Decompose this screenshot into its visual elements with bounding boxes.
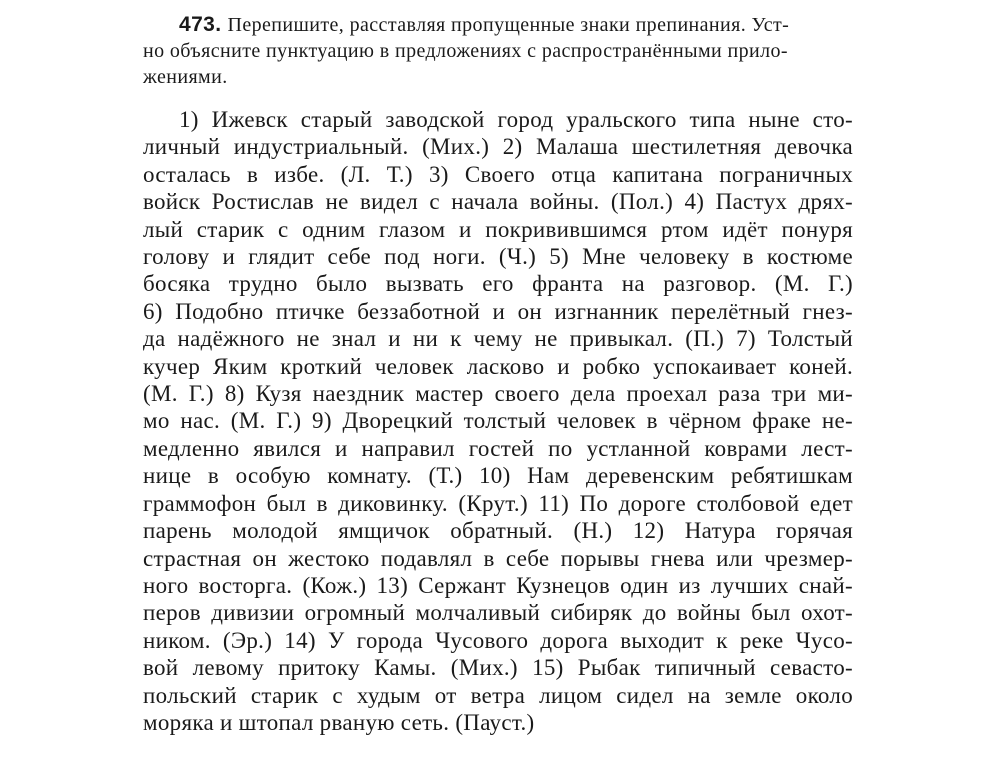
exercise-line: да надёжного не знал и ни к чему не привыкал. (П.) 7) Толстый — [143, 326, 853, 352]
exercise-line: вой левому притоку Камы. (Мих.) 15) Рыбак типичный севасто- — [143, 655, 853, 681]
exercise-line: ного восторга. (Кож.) 13) Сержант Кузнецов один из лучших снай- — [143, 572, 853, 598]
exercise-line: парень молодой ямщичок обратный. (Н.) 12) Натура горячая — [143, 518, 853, 544]
exercise-line: голову и глядит себе под ноги. (Ч.) 5) Мне человеку в костюме — [143, 244, 853, 270]
exercise-line: страстная он жестоко подавлял в себе порывы гнева или чрезмер- — [143, 545, 853, 571]
exercise-line: ником. (Эр.) 14) У города Чусового дорога выходит к реке Чусо- — [143, 627, 853, 653]
task-line-2: но объясните пунктуацию в предложениях с распространёнными прило- — [143, 40, 788, 62]
exercise-line: босяка трудно было вызвать его франта на разговор. (М. Г.) — [143, 271, 853, 297]
task-number: 473. — [179, 13, 222, 36]
exercise-line: перов дивизии огромный молчаливый сибиряк до войны был охот- — [143, 600, 853, 626]
exercise-line: 1) Ижевск старый заводской город уральского типа ныне сто- — [179, 107, 853, 132]
task-line-3: жениями. — [143, 66, 228, 88]
exercise-line: моряка и штопал рваную сеть. (Пауст.) — [143, 709, 535, 735]
exercise-line: осталась в избе. (Л. Т.) 3) Своего отца капитана пограничных — [143, 161, 853, 187]
exercise-text — [143, 106, 853, 736]
task-text: Перепишите, расставляя пропущенные знаки препинания. Уст- — [227, 14, 790, 36]
exercise-line: личный индустриальный. (Мих.) 2) Малаша шестилетняя девочка — [143, 134, 853, 160]
textbook-page — [143, 12, 853, 736]
exercise-line: 6) Подобно птичке беззаботной и он изгнанник перелётный гнез- — [143, 298, 853, 324]
exercise-line: кучер Яким кроткий человек ласково и робко успокаивает коней. — [143, 353, 853, 379]
exercise-line: граммофон был в диковинку. (Крут.) 11) По дороге столбовой едет — [143, 490, 853, 516]
exercise-line: польский старик с худым от ветра лицом сидел на земле около — [143, 682, 853, 708]
exercise-line: лый старик с одним глазом и покривившимся ртом идёт понуря — [143, 216, 853, 242]
exercise-line: мо нас. (М. Г.) 9) Дворецкий толстый человек в чёрном фраке не- — [143, 408, 853, 434]
exercise-line: медленно явился и направил гостей по устланной коврами лест- — [143, 435, 853, 461]
exercise-line: нице в особую комнату. (Т.) 10) Нам деревенским ребятишкам — [143, 463, 853, 489]
exercise-line: войск Ростислав не видел с начала войны. (Пол.) 4) Пастух дрях- — [143, 189, 853, 215]
exercise-line: (М. Г.) 8) Кузя наездник мастер своего дела проехал раза три ми- — [143, 381, 853, 407]
task-line-1 — [143, 12, 853, 38]
task-instruction — [143, 12, 853, 90]
